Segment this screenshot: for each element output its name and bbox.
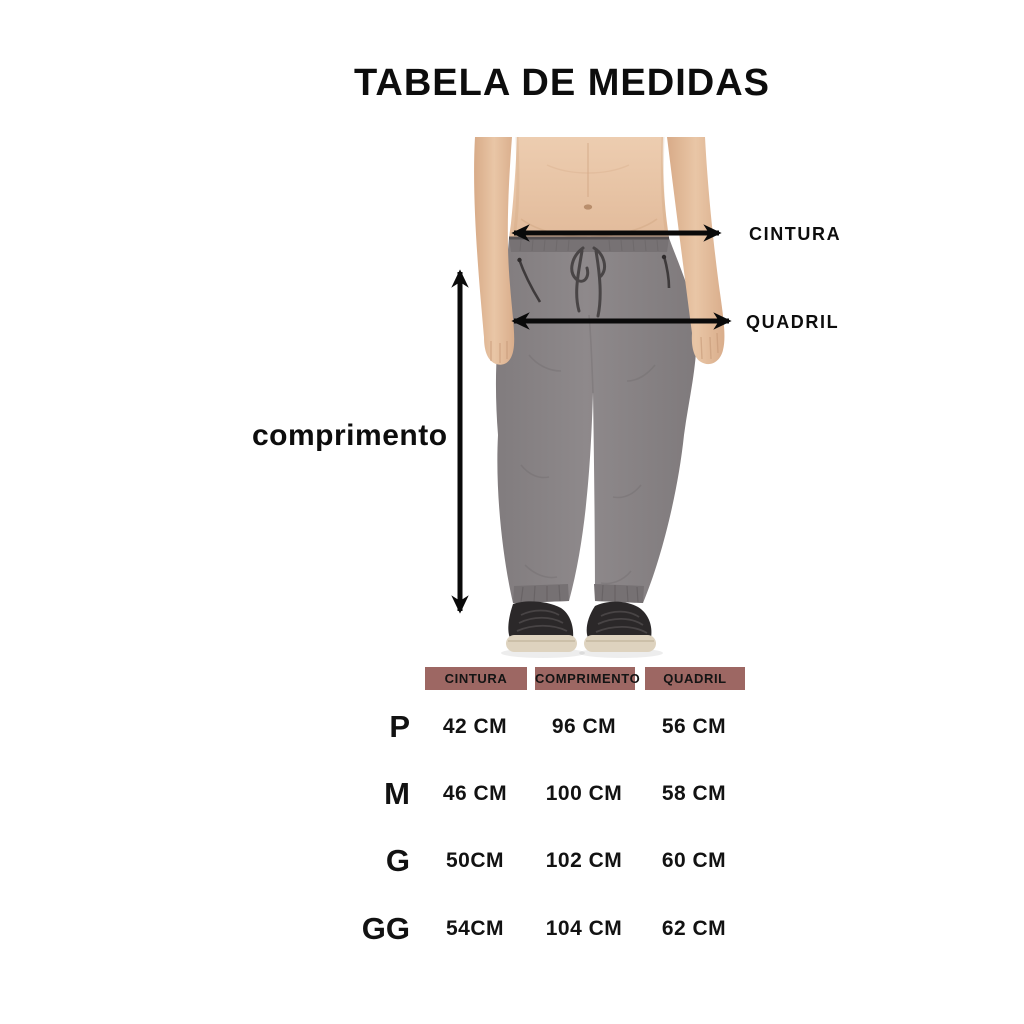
comprimento-label: comprimento (252, 419, 448, 452)
size-label: P (389, 709, 410, 744)
cintura-value: 50CM (445, 849, 505, 872)
size-label: GG (361, 911, 410, 946)
comprimento-value: 104 CM (545, 917, 623, 940)
col-header-comprimento: COMPRIMENTO (535, 667, 635, 690)
table-row (0, 710, 1024, 744)
left-shoe (508, 601, 573, 638)
navel (584, 204, 592, 209)
right-shoe-sole (584, 635, 656, 652)
comprimento-value: 102 CM (545, 849, 623, 872)
quadril-value: 62 CM (661, 917, 727, 940)
comprimento-value: 100 CM (545, 782, 623, 805)
col-header-quadril: QUADRIL (645, 667, 745, 690)
cintura-value: 42 CM (442, 715, 508, 738)
model-photo (455, 135, 745, 665)
cintura-value: 46 CM (442, 782, 508, 805)
cintura-label: CINTURA (749, 224, 842, 244)
comprimento-value: 96 CM (551, 715, 617, 738)
table-row (0, 844, 1024, 878)
sneakers (501, 601, 663, 658)
jogger-pants (496, 238, 697, 603)
left-shoe-sole (506, 635, 577, 652)
quadril-value: 58 CM (661, 782, 727, 805)
quadril-value: 60 CM (661, 849, 727, 872)
col-header-cintura: CINTURA (425, 667, 527, 690)
quadril-label: QUADRIL (746, 312, 840, 332)
size-label: M (384, 776, 410, 811)
size-label: G (385, 843, 410, 878)
page-title: TABELA DE MEDIDAS (354, 62, 770, 104)
table-row (0, 777, 1024, 811)
table-row (0, 912, 1024, 946)
torso (509, 137, 669, 238)
quadril-value: 56 CM (661, 715, 727, 738)
cintura-value: 54CM (445, 917, 505, 940)
